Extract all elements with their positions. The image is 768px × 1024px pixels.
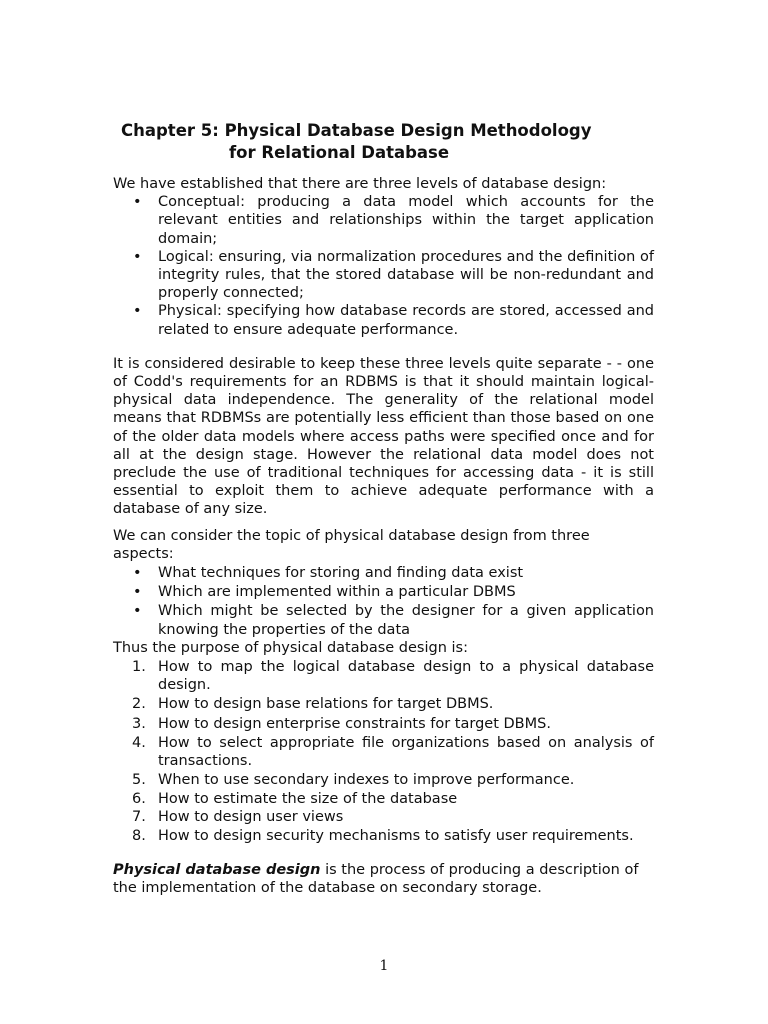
chapter-title [113, 120, 654, 164]
bullet-icon: • [133, 248, 142, 265]
list-item-text: How to design user views [158, 808, 344, 825]
intro-paragraph: We have established that there are three levels of database design: [113, 176, 607, 192]
list-item-text: When to use secondary indexes to improve performance. [158, 772, 575, 789]
bullet-icon: • [133, 584, 142, 601]
list-item-text: How to design enterprise constraints for target DBMS. [158, 715, 551, 732]
list-item-number: 7. [132, 808, 146, 825]
list-item-text: Which might be selected by the designer for a given application knowing the properties of the data [158, 603, 654, 638]
aspects-intro-paragraph: We can consider the topic of physical database design from three aspects: [113, 527, 590, 562]
list-item [113, 715, 654, 733]
list-item-text: Conceptual: producing a data model which accounts for the relevant entities and relationships within the target application domain; [158, 194, 654, 247]
list-item [113, 193, 654, 248]
bullet-icon: • [133, 194, 142, 211]
list-item-text: Which are implemented within a particular DBMS [158, 584, 516, 601]
list-item-number: 5. [132, 772, 146, 789]
list-item [113, 808, 654, 826]
list-item-text: Physical: specifying how database records are stored, accessed and related to ensure adequate performance. [158, 303, 654, 338]
list-item-text: Logical: ensuring, via normalization procedures and the definition of integrity rules, that the stored database will be non-redundant and properly connected; [158, 248, 654, 302]
list-item-number: 2. [132, 696, 146, 713]
separation-paragraph: It is considered desirable to keep these three levels quite separate - - one of Codd's requirements for an RDBMS is that it should maintain logical- physical data independence. The generality of the relational model means that RDBMSs are potentially less efficient than those based on one of the older data models where access paths were specified once and for all at the design stage. However the relational data model does not preclude the use of traditional techniques for accessing data - it is still essential to exploit them to achieve adequate performance with a database of any size. [113, 355, 654, 518]
list-item-text: How to estimate the size of the database [158, 790, 458, 807]
bullet-icon: • [133, 603, 142, 620]
list-item [113, 734, 654, 770]
bullet-icon: • [133, 303, 142, 320]
chapter-title-line-2: for Relational Database [229, 143, 450, 162]
purposes-list [113, 658, 654, 845]
list-item [113, 790, 654, 808]
list-item-number: 8. [132, 827, 146, 844]
list-item-number: 4. [132, 734, 146, 751]
definition-term: Physical database design [113, 862, 321, 879]
list-item-text: What techniques for storing and finding data exist [158, 565, 524, 582]
definition-paragraph [113, 861, 654, 897]
list-item [113, 302, 654, 338]
list-item-number: 1. [132, 659, 146, 676]
list-item-text: How to map the logical database design to a physical database design. [158, 659, 654, 694]
list-item [113, 602, 654, 638]
list-item-text: How to select appropriate file organizations based on analysis of transactions. [158, 734, 654, 770]
chapter-title-line-1: Chapter 5: Physical Database Design Methodology [121, 121, 592, 140]
list-item [113, 658, 654, 694]
list-item-text: How to design base relations for target DBMS. [158, 696, 494, 713]
list-item-text: How to design security mechanisms to satisfy user requirements. [158, 827, 634, 844]
page-number: 1 [379, 958, 389, 974]
list-item [113, 583, 654, 601]
chapter-body [113, 175, 654, 898]
list-item [113, 827, 654, 845]
list-item-number: 6. [132, 790, 146, 807]
list-item [113, 564, 654, 582]
list-item-number: 3. [132, 715, 146, 732]
list-item [113, 695, 654, 713]
aspects-list [113, 564, 654, 639]
bullet-icon: • [133, 565, 142, 582]
list-item [113, 248, 654, 303]
definition-text: is the process of producing a description of the implementation of the database on secondary storage. [113, 862, 639, 897]
purpose-intro-paragraph: Thus the purpose of physical database design is: [113, 639, 468, 656]
design-levels-list [113, 193, 654, 339]
list-item [113, 771, 654, 789]
